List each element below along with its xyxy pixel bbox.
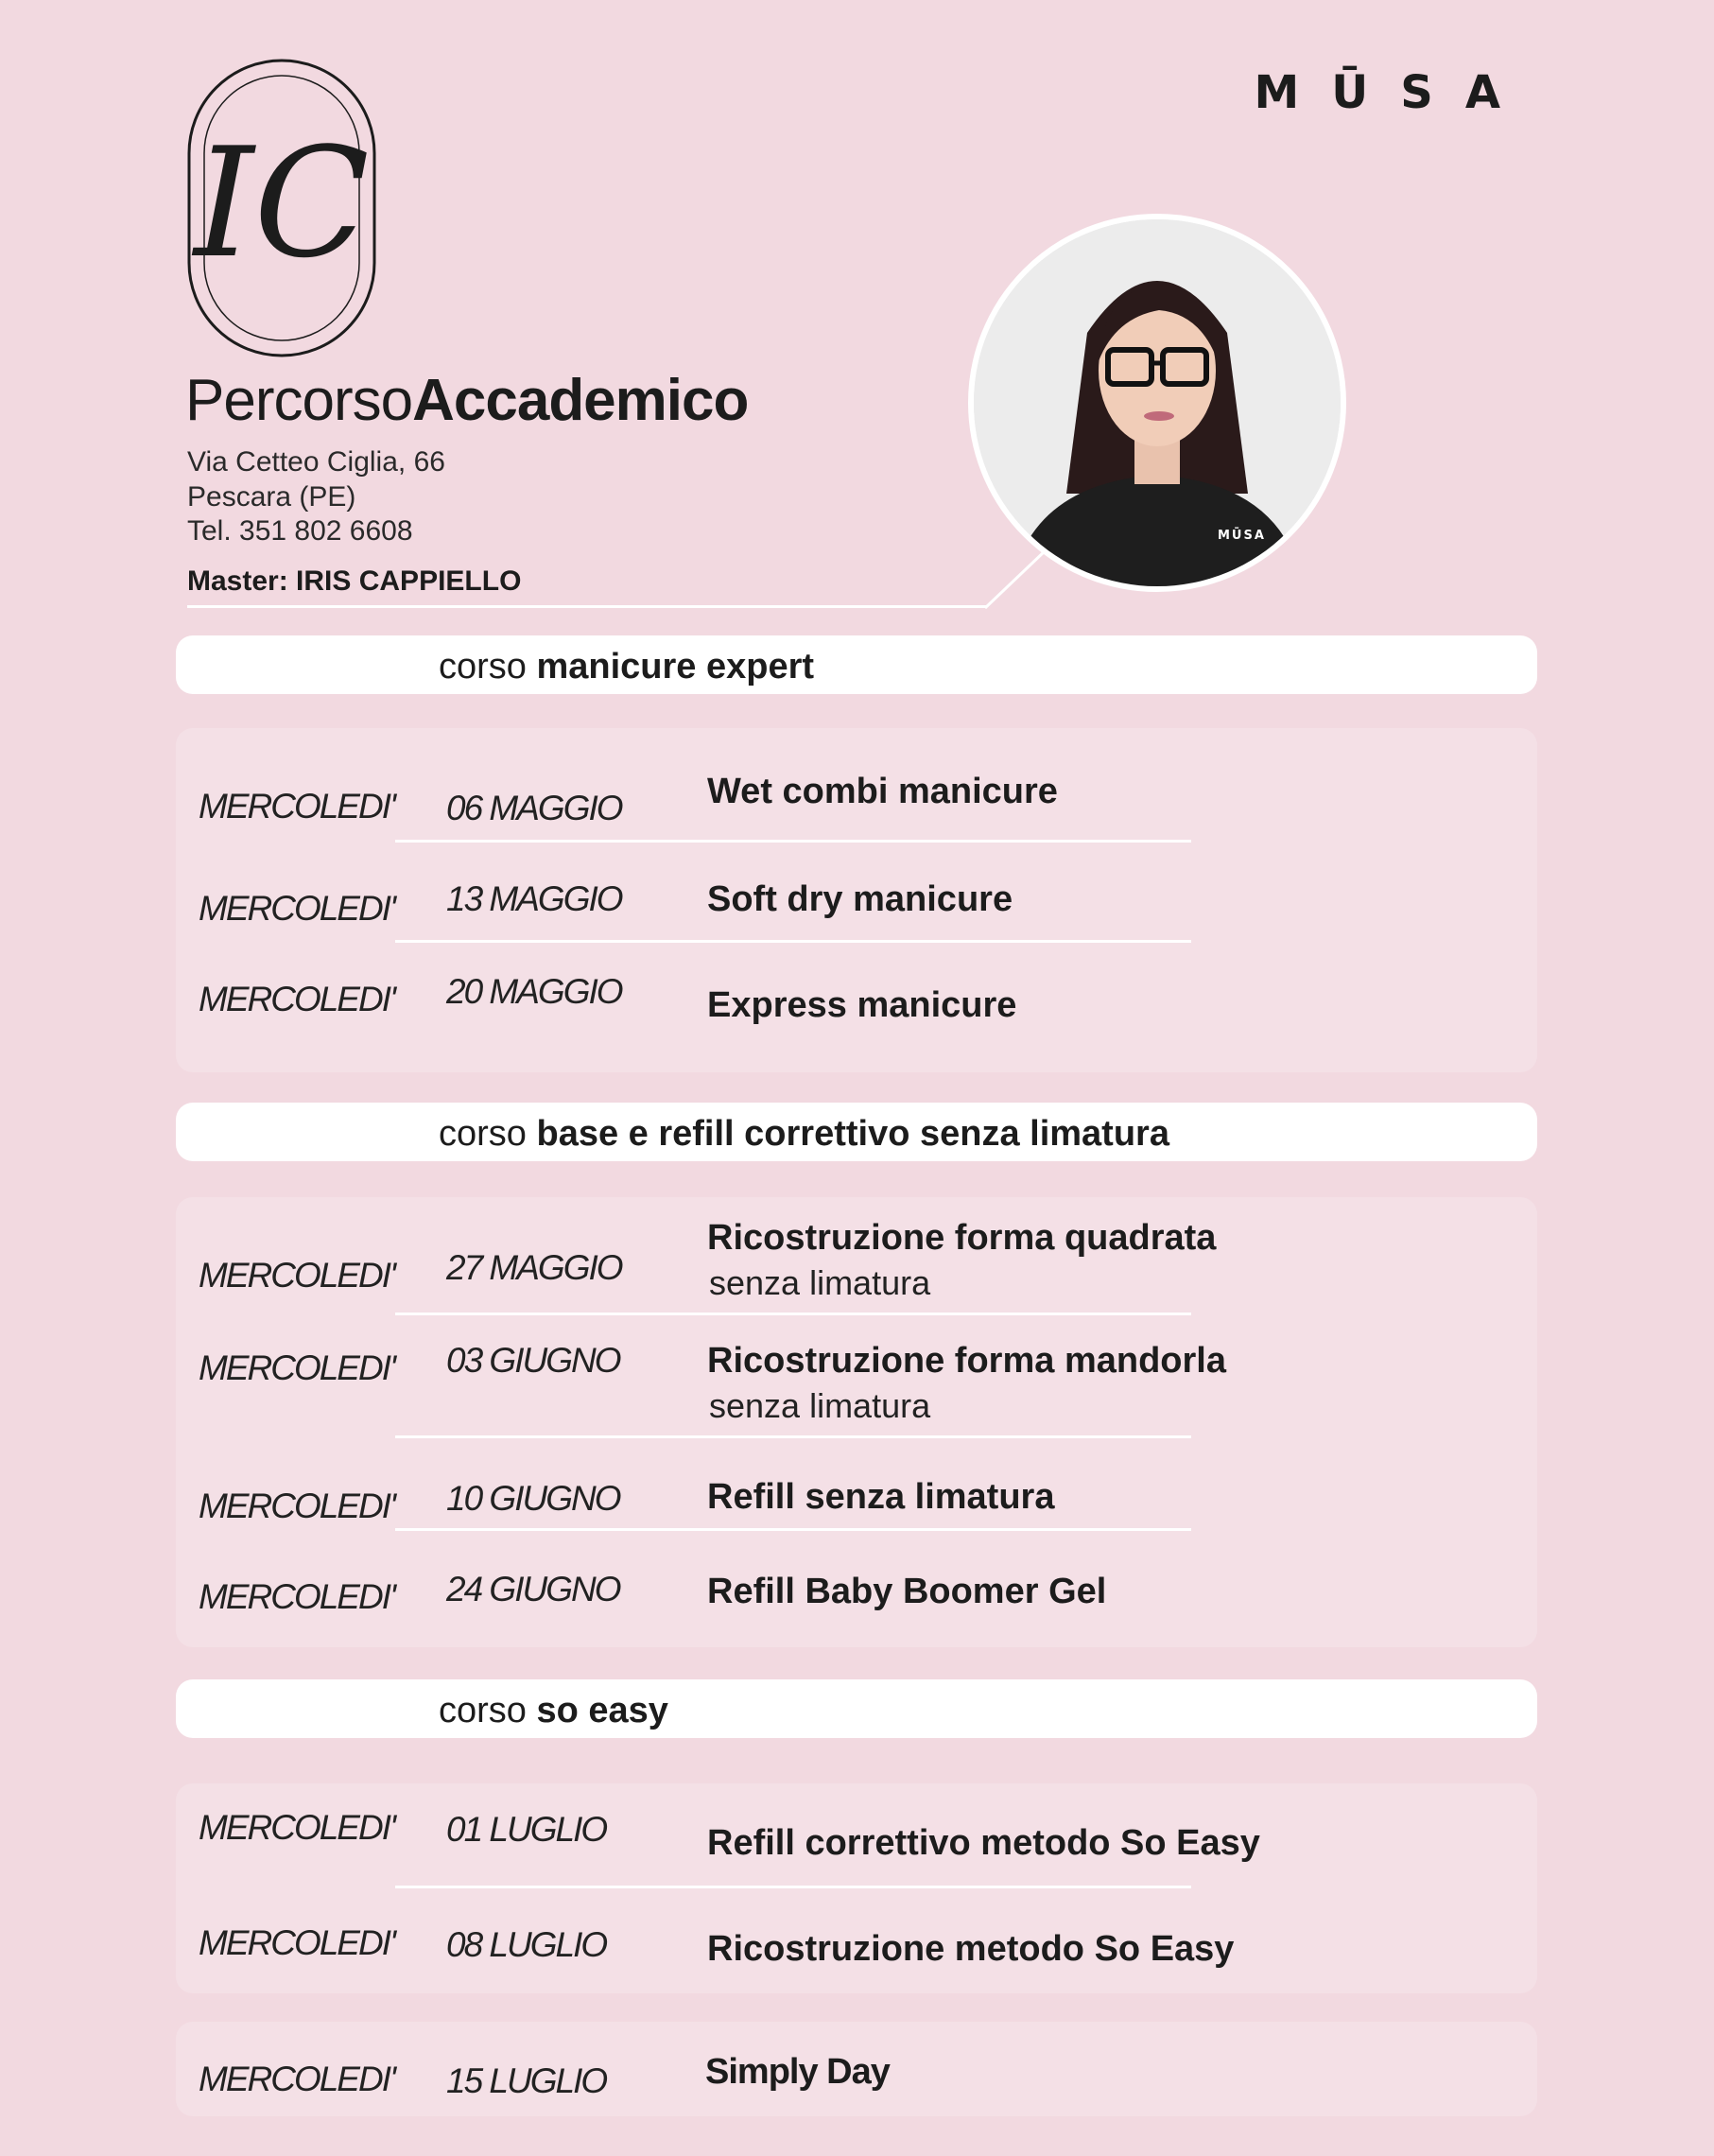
session-date: 20 MAGGIO (446, 972, 622, 1011)
session-day: MERCOLEDI' (199, 1256, 395, 1295)
session-date: 10 GIUGNO (446, 1479, 620, 1518)
session-topic: Soft dry manicure (707, 879, 1013, 919)
session-topic: Ricostruzione metodo So Easy (707, 1929, 1235, 1969)
session-day: MERCOLEDI' (199, 1577, 395, 1616)
session-topic: Express manicure (707, 985, 1017, 1025)
session-date: 08 LUGLIO (446, 1925, 607, 1964)
session-date: 27 MAGGIO (446, 1248, 622, 1287)
session-subtopic: senza limatura (709, 1386, 931, 1425)
session-topic: Ricostruzione forma mandorla (707, 1341, 1226, 1381)
session-day: MERCOLEDI' (199, 2060, 395, 2098)
course-header-base-refill (176, 1103, 1537, 1161)
portrait-image (974, 219, 1341, 586)
extra-panel-simply-day (176, 2022, 1537, 2116)
session-topic: Ricostruzione forma quadrata (707, 1218, 1217, 1258)
course-panel-manicure-expert (176, 728, 1537, 1072)
master-name: IRIS CAPPIELLO (296, 565, 522, 597)
session-date: 15 LUGLIO (446, 2061, 607, 2100)
course-prefix: corso (439, 1114, 527, 1154)
session-date: 24 GIUGNO (446, 1570, 620, 1608)
session-topic: Simply Day (705, 2052, 890, 2092)
session-date: 13 MAGGIO (446, 879, 622, 918)
session-day: MERCOLEDI' (199, 787, 395, 826)
session-day: MERCOLEDI' (199, 1808, 395, 1847)
session-date: 03 GIUGNO (446, 1341, 620, 1380)
svg-text:IC: IC (194, 114, 370, 291)
session-day: MERCOLEDI' (199, 980, 395, 1018)
session-day: MERCOLEDI' (199, 889, 395, 928)
session-topic: Refill correttivo metodo So Easy (707, 1823, 1260, 1863)
session-subtopic: senza limatura (709, 1263, 931, 1302)
svg-text:MŪSA: MŪSA (1218, 529, 1266, 543)
brand-logo: MŪSA (1254, 66, 1532, 119)
row-separator (395, 1313, 1191, 1315)
course-prefix: corso (439, 1691, 527, 1730)
row-separator (395, 840, 1191, 843)
row-separator (395, 1435, 1191, 1438)
course-panel-base-refill (176, 1197, 1537, 1647)
master-portrait (968, 214, 1346, 592)
session-topic: Refill Baby Boomer Gel (707, 1572, 1107, 1611)
row-separator (395, 1886, 1191, 1888)
title-light: Percorso (185, 368, 413, 433)
phone-number[interactable]: Tel. 351 802 6608 (187, 515, 413, 547)
session-topic: Refill senza limatura (707, 1477, 1055, 1517)
course-prefix: corso (439, 647, 527, 687)
title-bold: Accademico (412, 368, 749, 433)
address-city: Pescara (PE) (187, 481, 356, 513)
course-header-so-easy (176, 1679, 1537, 1738)
session-day: MERCOLEDI' (199, 1348, 395, 1387)
academy-logo (185, 57, 378, 359)
session-topic: Wet combi manicure (707, 772, 1058, 811)
course-header-manicure-expert (176, 635, 1537, 694)
course-name: manicure expert (536, 647, 815, 687)
row-separator (395, 940, 1191, 943)
page-title (185, 367, 748, 434)
session-day: MERCOLEDI' (199, 1923, 395, 1962)
master-line (187, 565, 521, 598)
course-panel-so-easy (176, 1783, 1537, 1993)
course-name: base e refill correttivo senza limatura (536, 1114, 1169, 1154)
session-date: 06 MAGGIO (446, 789, 622, 827)
session-date: 01 LUGLIO (446, 1810, 607, 1849)
master-label: Master: (187, 565, 288, 597)
row-separator (395, 1528, 1191, 1531)
speech-pointer (983, 548, 1049, 611)
session-day: MERCOLEDI' (199, 1487, 395, 1525)
header-underline (187, 605, 987, 608)
address-street: Via Cetteo Ciglia, 66 (187, 446, 445, 478)
course-name: so easy (536, 1691, 668, 1730)
